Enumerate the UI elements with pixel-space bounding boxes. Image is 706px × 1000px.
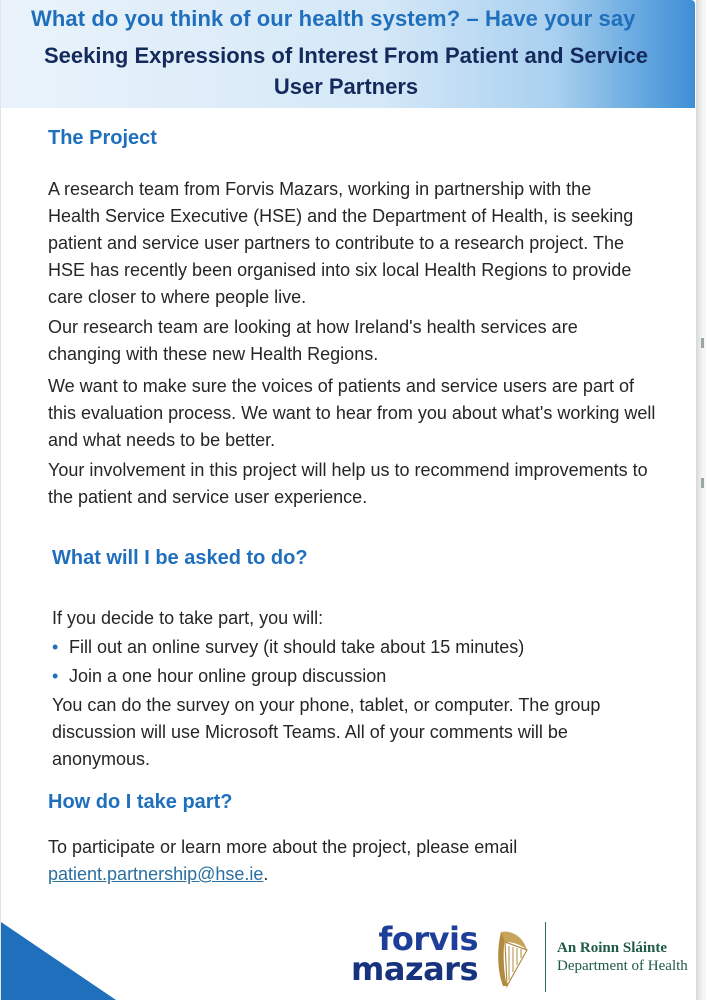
corner-triangle-decoration xyxy=(1,922,116,1000)
forvis-mazars-logo xyxy=(338,920,478,988)
dept-name-english: Department of Health xyxy=(557,958,688,974)
page-title: What do you think of our health system? – Have your say xyxy=(31,6,636,31)
list-item xyxy=(52,662,672,691)
dept-name-irish: An Roinn Sláinte xyxy=(557,940,668,956)
page-edge xyxy=(696,0,706,1000)
participate-suffix: . xyxy=(263,864,269,884)
department-of-health-logo xyxy=(557,939,688,975)
project-paragraph-2: Our research team are looking at how Ireland's health services are changing with these new Health Regions. xyxy=(48,317,578,364)
logo-line-2: mazars xyxy=(351,950,478,988)
asked-intro: If you decide to take part, you will: xyxy=(52,608,324,628)
project-paragraph-1: A research team from Forvis Mazars, working in partnership with the Health Service Executive (HSE) and the Department of Health, is seeking patient and service user partners to contribute to a research project. The HSE has recently been organised into six local Health Regions to provide care closer to where people live. xyxy=(48,179,634,307)
list-item xyxy=(52,633,672,662)
project-paragraph-4: Your involvement in this project will help us to recommend improvements to the patient and service user experience. xyxy=(48,460,648,507)
participate-text xyxy=(48,834,608,888)
page-subtitle: Seeking Expressions of Interest From Patient and Service User Partners xyxy=(44,43,648,99)
asked-note: You can do the survey on your phone, tablet, or computer. The group discussion will use Microsoft Teams. All of your comments will be anonymous. xyxy=(52,695,601,769)
section-heading-asked: What will I be asked to do? xyxy=(52,547,308,569)
project-paragraph-3: We want to make sure the voices of patients and service users are part of this evaluation process. We want to hear from you about what's working well and what needs to be better. xyxy=(48,376,656,450)
bullet-icon: • xyxy=(52,637,59,657)
bullet-text: Join a one hour online group discussion xyxy=(69,666,387,686)
asked-bullet-list xyxy=(52,633,672,691)
section-heading-participate: How do I take part? xyxy=(48,791,233,813)
header-banner xyxy=(1,0,695,108)
bullet-icon: • xyxy=(52,666,59,686)
harp-icon xyxy=(493,928,533,990)
email-link[interactable]: patient.partnership@hse.ie xyxy=(48,864,264,884)
bullet-text: Fill out an online survey (it should take about 15 minutes) xyxy=(69,637,525,657)
edge-mark xyxy=(701,478,704,488)
logo-line-1: forvis xyxy=(378,920,478,958)
edge-mark xyxy=(701,338,704,348)
dept-divider xyxy=(545,922,546,992)
participate-text-body: To participate or learn more about the project, please email xyxy=(48,837,518,857)
section-heading-project: The Project xyxy=(48,127,157,149)
